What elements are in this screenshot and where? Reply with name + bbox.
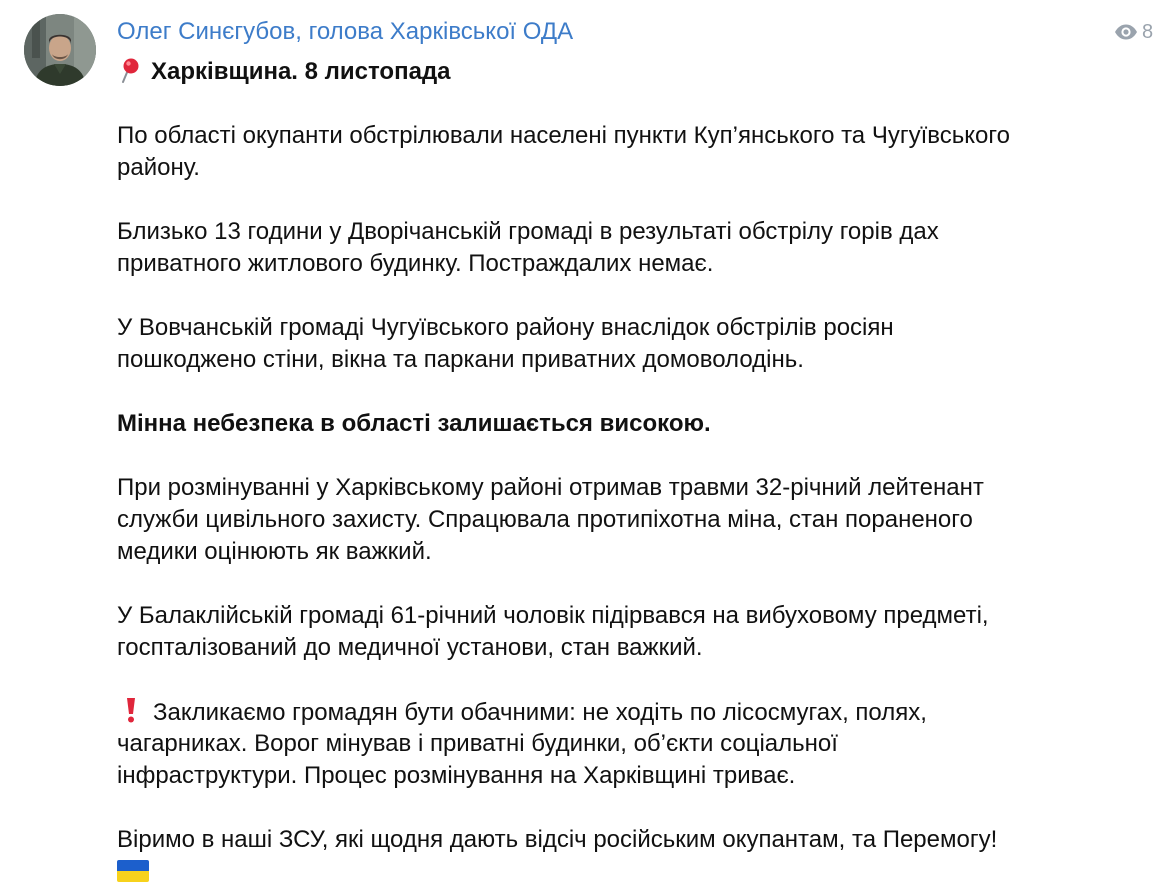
paragraph-3-line-1: У Вовчанській громаді Чугуївського району внаслідок обстрілів росіян <box>117 314 894 341</box>
paragraph-2-line-2: приватного житлового будинку. Постраждалих немає. <box>117 250 714 277</box>
paragraph-2-line-1: Близько 13 години у Дворічанській громаді в результаті обстрілу горів дах <box>117 218 939 245</box>
paragraph-8-line-1: Віримо в наші ЗСУ, які щодня дають відсіч російським окупантам, та Перемогу! <box>117 826 998 853</box>
post-heading: Харківщина. 8 листопада <box>151 58 451 85</box>
paragraph-5-line-1: При розмінуванні у Харківському районі отримав травми 32-річний лейтенант <box>117 474 984 501</box>
channel-author-name[interactable]: Олег Синєгубов, голова Харківської ОДА <box>117 18 574 45</box>
ukraine-flag-icon <box>117 860 1154 882</box>
paragraph-6-line-2: госпталізований до медичної установи, стан важкий. <box>117 634 703 661</box>
author-avatar[interactable] <box>24 14 96 86</box>
paragraph-1-line-1: По області окупанти обстрілювали населені пункти Куп’янського та Чугуївського <box>117 122 1010 149</box>
paragraph-5-line-3: медики оцінюють як важкий. <box>117 538 432 565</box>
paragraph-7-line-2: чагарниках. Ворог мінував і приватні будинки, об’єкти соціальної <box>117 730 838 757</box>
round-pushpin-icon <box>117 57 143 92</box>
eye-icon <box>1114 24 1138 40</box>
paragraph-5-line-2: служби цивільного захисту. Спрацювала протипіхотна міна, стан пораненого <box>117 506 973 533</box>
views-counter <box>1114 19 1154 45</box>
post-heading-line <box>117 56 1154 88</box>
paragraph-4-bold-warning: Мінна небезпека в області залишається високою. <box>117 410 711 437</box>
paragraph-3-line-2: пошкоджено стіни, вікна та паркани приватних домоволодінь. <box>117 346 804 373</box>
paragraph-1-line-2: району. <box>117 154 200 181</box>
paragraph-7-line-1-text: Закликаємо громадян бути обачними: не ходіть по лісосмугах, полях, <box>153 699 927 726</box>
views-count: 8 <box>1142 20 1154 43</box>
paragraph-7-line-1 <box>117 696 1154 728</box>
post-message <box>117 56 1154 882</box>
paragraph-7-line-3: інфраструктури. Процес розмінування на Харківщині триває. <box>117 762 796 789</box>
paragraph-6-line-1: У Балаклійській громаді 61-річний чоловік підірвався на вибуховому предметі, <box>117 602 989 629</box>
